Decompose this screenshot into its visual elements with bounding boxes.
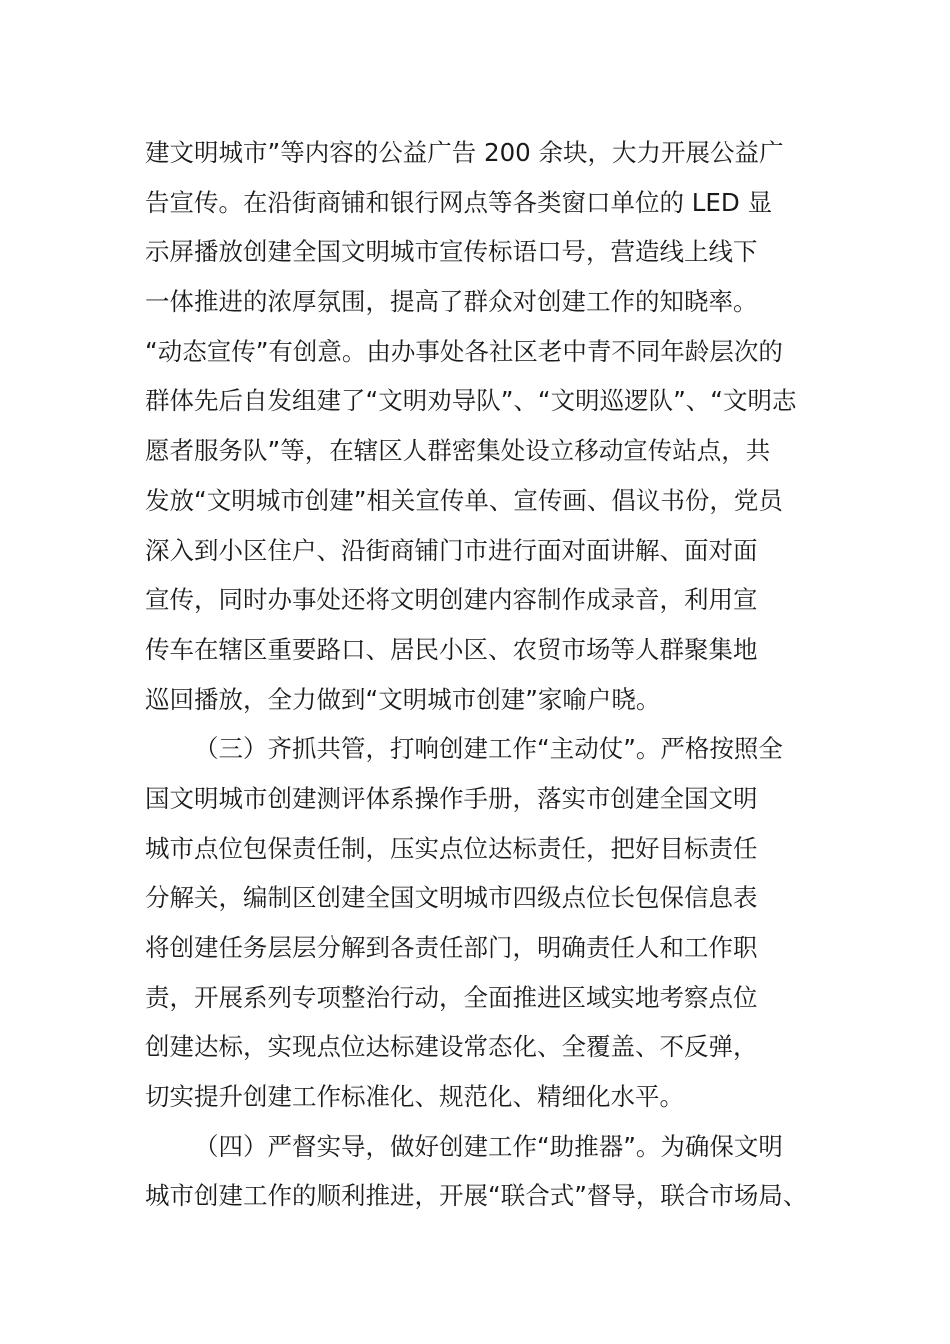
text-line: 深入到小区住户、沿街商铺门市进行面对面讲解、面对面 (145, 535, 758, 565)
text-line: 群体先后自发组建了“文明劝导队”、“文明巡逻队”、“文明志 (145, 386, 797, 416)
text-line: 巡回播放，全力做到“文明城市创建”家喻户晓。 (145, 684, 661, 714)
text-line: 责，开展系列专项整治行动，全面推进区域实地考察点位 (145, 982, 758, 1012)
text-line: 发放“文明城市创建”相关宣传单、宣传画、倡议书份，党员 (145, 485, 783, 515)
text-line: “动态宣传”有创意。由办事处各社区老中青不同年龄层次的 (145, 336, 783, 366)
text-line: 愿者服务队”等，在辖区人群密集处设立移动宣传站点，共 (145, 436, 771, 466)
section-heading-line: （三）齐抓共管，打响创建工作“主动仗”。严格按照全 (194, 734, 783, 764)
text-line: 宣传，同时办事处还将文明创建内容制作成录音，利用宣 (145, 585, 758, 615)
section-heading-line: （四）严督实导，做好创建工作“助推器”。为确保文明 (194, 1131, 783, 1161)
text-line: 建文明城市”等内容的公益广告 200 余块，大力开展公益广 (145, 138, 784, 167)
text-line: 传车在辖区重要路口、居民小区、农贸市场等人群聚集地 (145, 634, 758, 664)
body-text (145, 128, 825, 1221)
text-line: 分解关，编制区创建全国文明城市四级点位长包保信息表 (145, 883, 758, 913)
text-line: 告宣传。在沿街商铺和银行网点等各类窗口单位的 LED 显 (145, 187, 773, 217)
text-line: 一体推进的浓厚氛围，提高了群众对创建工作的知晓率。 (145, 287, 758, 317)
text-line: 切实提升创建工作标准化、规范化、精细化水平。 (145, 1082, 684, 1112)
text-line: 城市创建工作的顺利推进，开展“联合式”督导，联合市场局、 (145, 1181, 808, 1211)
text-line: 将创建任务层层分解到各责任部门，明确责任人和工作职 (145, 933, 758, 962)
text-line: 创建达标，实现点位达标建设常态化、全覆盖、不反弹， (145, 1032, 758, 1062)
text-line: 国文明城市创建测评体系操作手册，落实市创建全国文明 (145, 783, 758, 813)
text-line: 城市点位包保责任制，压实点位达标责任，把好目标责任 (145, 833, 758, 863)
text-line: 示屏播放创建全国文明城市宣传标语口号，营造线上线下 (145, 237, 758, 267)
